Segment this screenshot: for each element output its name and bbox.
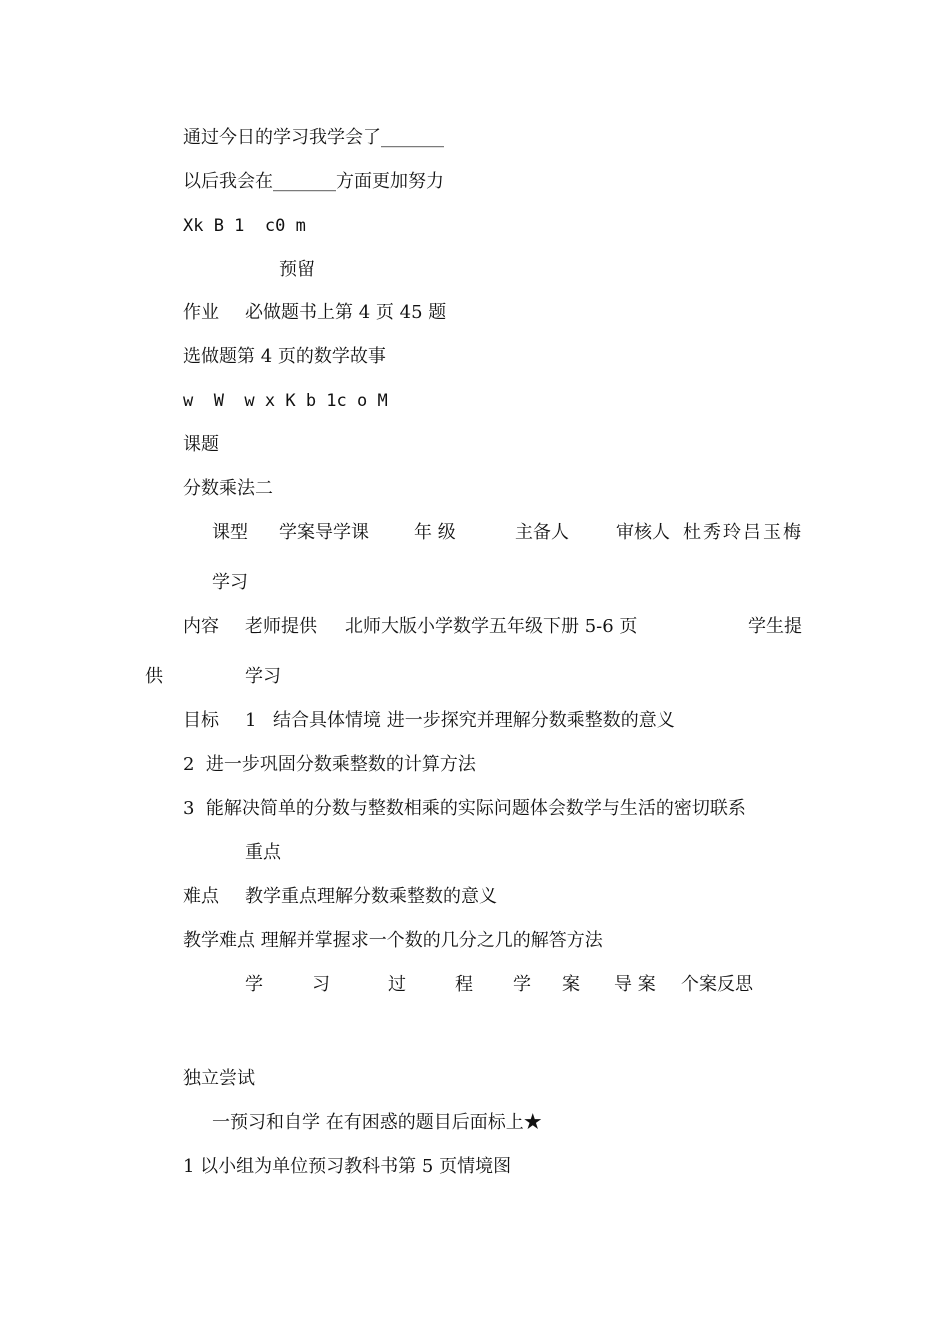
table-header-1: 学 [245, 974, 263, 995]
student-provide-label: 学生提 [748, 616, 802, 637]
section-item-1: 1 以小组为单位预习教科书第 5 页情境图 [183, 1156, 512, 1177]
difficulty-text: 教学难点 理解并掌握求一个数的几分之几的解答方法 [183, 930, 603, 951]
grade-label: 年 级 [414, 522, 456, 543]
content-label: 内容 [183, 616, 219, 637]
topic-title: 分数乘法二 [183, 478, 273, 499]
table-header-8: 个案反思 [681, 974, 753, 995]
key-point-text: 教学重点理解分数乘整数的意义 [245, 886, 497, 907]
teacher-provide-label: 老师提供 [245, 616, 317, 637]
student-provide-label-cont: 供 [145, 666, 163, 687]
reserve-label: 预留 [279, 259, 315, 280]
reviewer-value: 杜秀玲吕玉梅 [683, 522, 803, 543]
summary-improve: 以后我会在_______方面更加努力 [183, 171, 444, 192]
info-row [212, 521, 803, 545]
table-header-6: 案 [562, 974, 580, 995]
goal-1-text: 结合具体情境 进一步探究并理解分数乘整数的意义 [273, 710, 675, 731]
goal-2: 2 进一步巩固分数乘整数的计算方法 [183, 754, 476, 775]
table-header-4: 程 [455, 974, 473, 995]
homework-label: 作业 [183, 302, 219, 323]
preparer-label: 主备人 [515, 522, 569, 543]
difficulty-label: 难点 [183, 886, 219, 907]
goal-1-number: 1 [245, 710, 257, 731]
content-study-label: 学习 [212, 572, 248, 593]
reviewer-label: 审核人 [616, 522, 670, 543]
content-row [183, 615, 637, 639]
goals-label: 目标 [183, 710, 219, 731]
section-title: 独立尝试 [183, 1068, 255, 1089]
table-header-2: 习 [312, 974, 330, 995]
goal-3: 3 能解决简单的分数与整数相乘的实际问题体会数学与生活的密切联系 [183, 798, 746, 819]
table-header-7: 导 案 [614, 974, 656, 995]
goal-row-1 [183, 709, 675, 733]
table-header-3: 过 [388, 974, 406, 995]
table-header-5: 学 [513, 974, 531, 995]
student-provide-value: 学习 [245, 666, 281, 687]
topic-label: 课题 [183, 434, 219, 455]
section-subtitle: 一预习和自学 在有困惑的题目后面标上★ [212, 1112, 542, 1133]
homework-required: 必做题书上第 4 页 45 题 [245, 302, 447, 323]
homework-row [183, 301, 446, 325]
type-value: 学案导学课 [279, 522, 369, 543]
key-point-label: 重点 [245, 842, 281, 863]
type-label: 课型 [212, 522, 248, 543]
key-point-row [183, 885, 497, 909]
summary-learned: 通过今日的学习我学会了_______ [183, 127, 444, 148]
teacher-provide-value: 北师大版小学数学五年级下册 5-6 页 [345, 616, 638, 637]
watermark-text-2: w W w x K b 1c o M [183, 391, 388, 411]
watermark-text-1: Xk B 1 c0 m [183, 216, 306, 236]
homework-optional: 选做题第 4 页的数学故事 [183, 346, 386, 367]
